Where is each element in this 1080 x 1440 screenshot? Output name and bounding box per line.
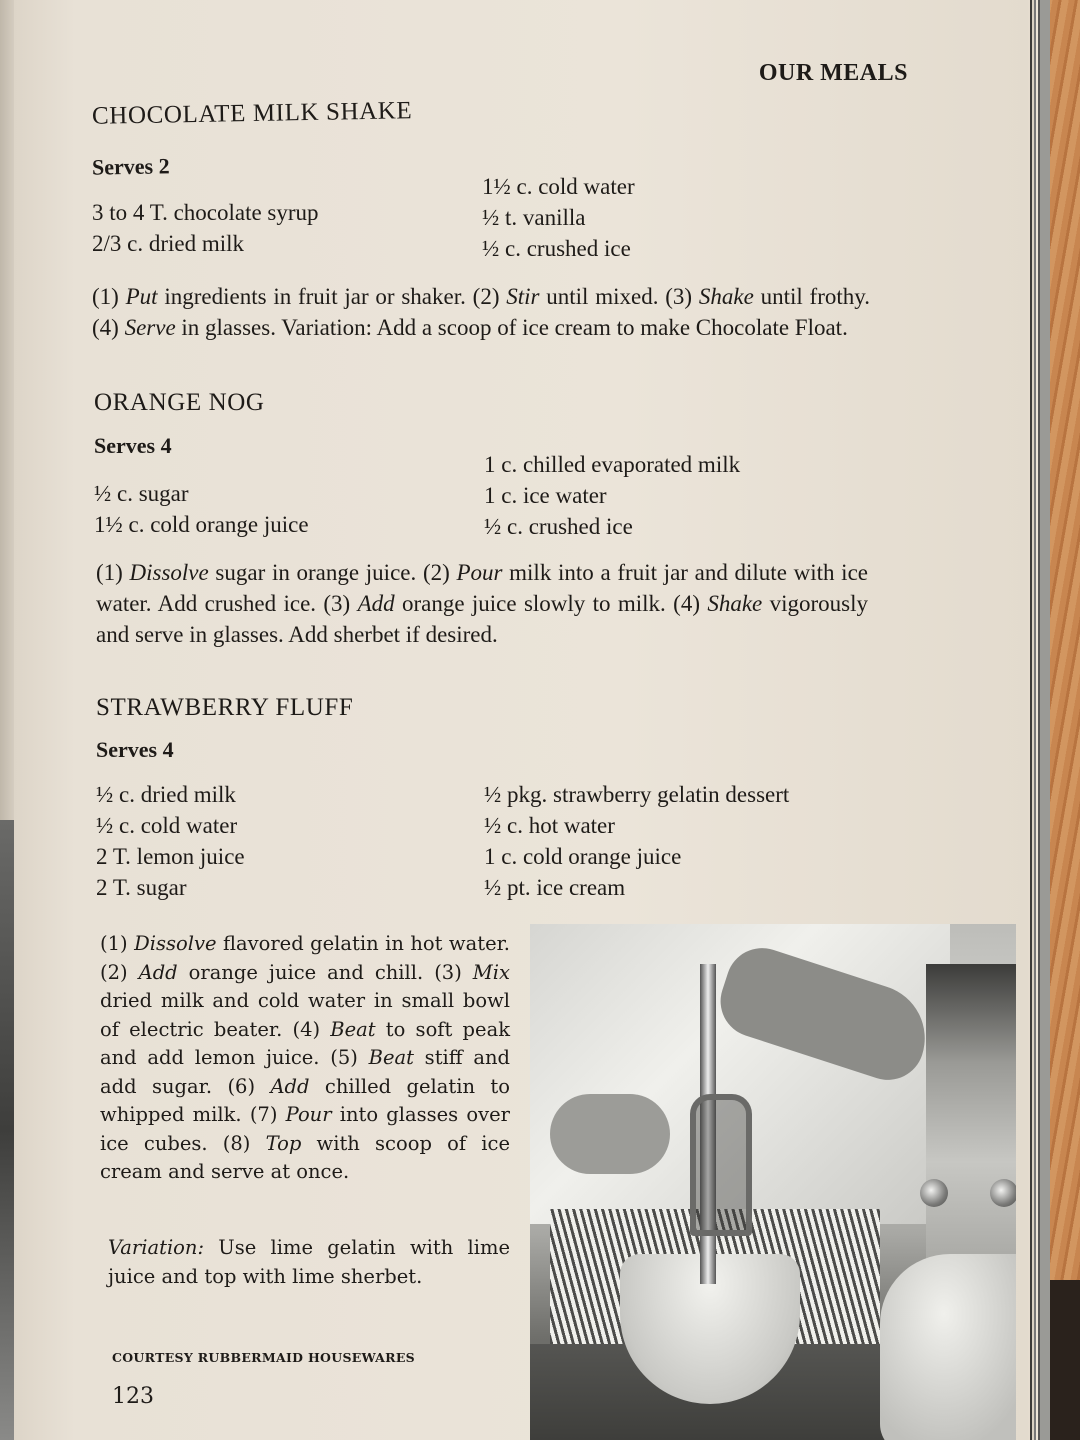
ingredient: 1 c. ice water	[484, 483, 607, 508]
book-page	[14, 0, 1032, 1440]
recipe-title: CHOCOLATE MILK SHAKE	[91, 97, 413, 130]
woman-using-hand-beater-photo	[530, 924, 1016, 1440]
ingredient: 1½ c. cold water	[482, 174, 635, 199]
serves-label: Serves 4	[96, 737, 174, 762]
book-page-edges	[1028, 0, 1050, 1440]
ingredient: 2 T. lemon juice	[96, 844, 245, 869]
ingredients-left	[96, 779, 245, 903]
recipe-title: ORANGE NOG	[94, 389, 265, 416]
ingredients-right	[484, 449, 740, 542]
recipe-instructions: (1) Put ingredients in fruit jar or shaker. (2) Stir until mixed. (3) Shake until frothy. (4) Serve in glasses. Variation: Add a scoop of ice cream to make Chocolate Float.	[92, 284, 870, 340]
ingredient: 1½ c. cold orange juice	[94, 512, 309, 537]
ingredient: ½ c. crushed ice	[482, 236, 631, 261]
ingredient: ½ t. vanilla	[482, 205, 586, 230]
ingredients-right	[484, 779, 789, 903]
photo-credit: COURTESY RUBBERMAID HOUSEWARES	[112, 1350, 415, 1365]
stove-knob	[990, 1179, 1016, 1207]
recipe-instructions: (1) Dissolve sugar in orange juice. (2) Pour milk into a fruit jar and dilute with ice water. Add crushed ice. (3) Add orange juice slowly to milk. (4) Shake vigorously and serve in glasses. Add sherbet if desired.	[96, 560, 868, 647]
photo-hand	[550, 1094, 670, 1174]
recipe-instructions: (1) Dissolve flavored gelatin in hot water. (2) Add orange juice and chill. (3) Mix dried milk and cold water in small bowl of electric beater. (4) Beat to soft peak and add lemon juice. (5) Beat stiff and add sugar. (6) Add chilled gelatin to whipped milk. (7) Pour into glasses over ice cubes. (8) Top with scoop of ice cream and serve at once.	[100, 932, 511, 1183]
variation-note: Variation: Add a scoop of ice cream to make Chocolate Float.	[281, 315, 848, 340]
left-page-photo-edge	[0, 820, 14, 1440]
ingredients-left	[92, 197, 319, 259]
ingredient: ½ c. cold water	[96, 813, 238, 838]
ingredient: ½ c. dried milk	[96, 782, 236, 807]
serves-label: Serves 4	[94, 433, 172, 458]
ingredient: 2 T. sugar	[96, 875, 187, 900]
photo-second-bowl	[880, 1254, 1016, 1440]
photo-stove	[926, 964, 1016, 1294]
section-header: OUR MEALS	[758, 60, 908, 86]
ingredient: 1 c. chilled evaporated milk	[484, 452, 741, 477]
variation-note: Variation: Use lime gelatin with lime juice and top with lime sherbet.	[108, 1236, 510, 1288]
stove-knob	[920, 1179, 948, 1207]
recipe-title: STRAWBERRY FLUFF	[96, 694, 354, 721]
ingredient: ½ c. sugar	[94, 481, 189, 506]
ingredient: 3 to 4 T. chocolate syrup	[92, 200, 319, 225]
ingredient: 1 c. cold orange juice	[484, 844, 682, 869]
ingredient: ½ c. hot water	[484, 813, 615, 838]
ingredient: ½ pkg. strawberry gelatin dessert	[484, 782, 790, 807]
ingredient: ½ c. crushed ice	[484, 514, 633, 539]
ingredients-right	[482, 171, 635, 264]
ingredient: ½ pt. ice cream	[484, 875, 626, 900]
ingredient: 2/3 c. dried milk	[92, 231, 245, 256]
ingredients-left	[94, 478, 309, 540]
photo-beater-frame	[690, 1094, 752, 1236]
page-number: 123	[112, 1384, 154, 1409]
serves-label: Serves 2	[91, 153, 170, 180]
